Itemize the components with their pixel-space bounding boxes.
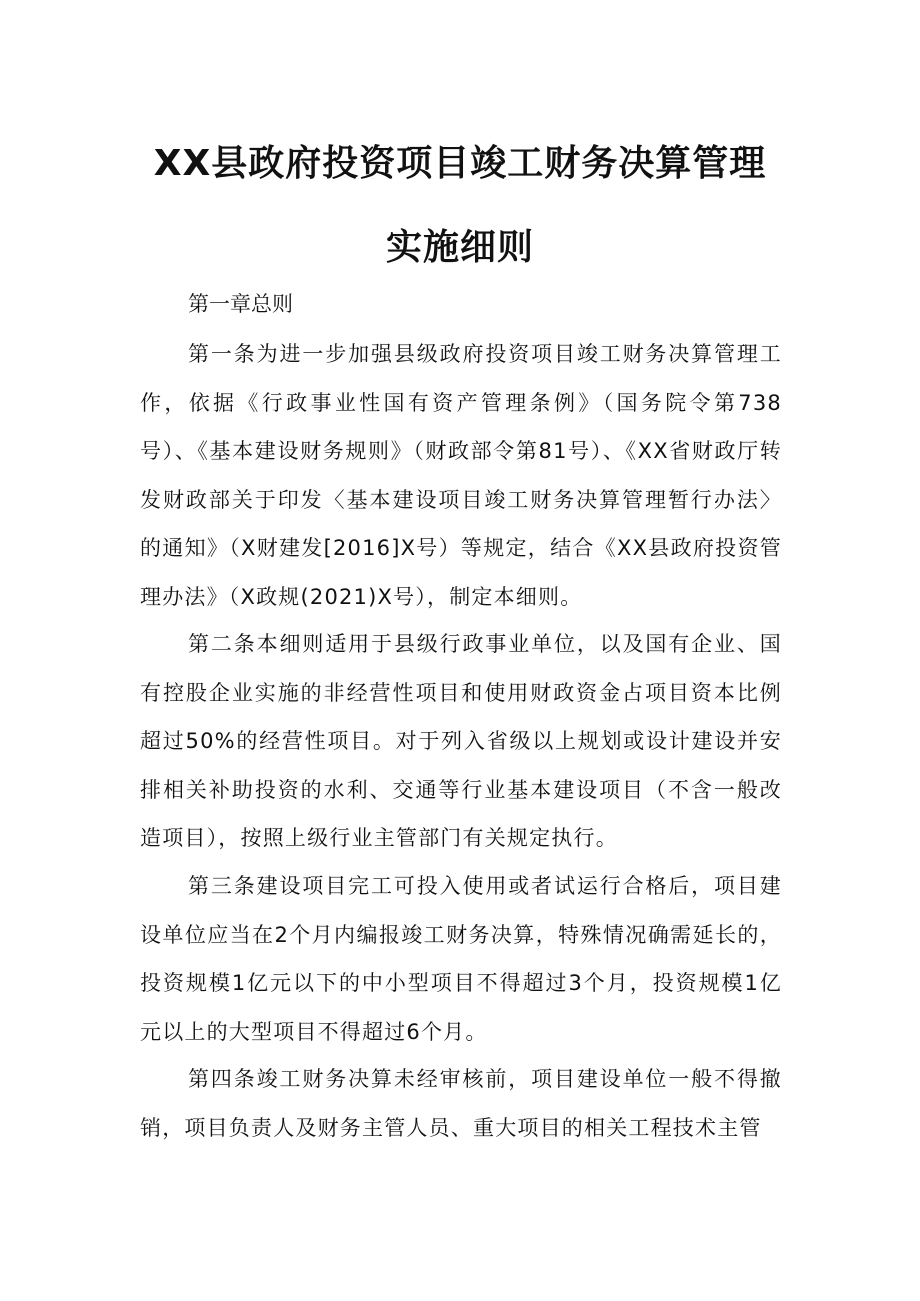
document-title-line-1: XX县政府投资项目竣工财务决算管理 [153, 143, 767, 184]
article-2-paragraph: 第二条本细则适用于县级行政事业单位，以及国有企业、国有控股企业实施的非经营性项目和使用财政资金占项目资本比例超过50%的经营性项目。对于列入省级以上规划或设计建设并安排相关补助投资的水利、交通等行业基本建设项目（不含一般改造项目），按照上级行业主管部门有关规定执行。 [140, 632, 782, 850]
article-4-paragraph: 第四条竣工财务决算未经审核前，项目建设单位一般不得撤销，项目负责人及财务主管人员、重大项目的相关工程技术主管 [140, 1067, 782, 1140]
article-1-paragraph: 第一条为进一步加强县级政府投资项目竣工财务决算管理工作，依据《行政事业性国有资产管理条例》（国务院令第738号）、《基本建设财务规则》（财政部令第81号）、《XX省财政厅转发财政部关于印发〈基本建设项目竣工财务决算管理暂行办法〉的通知》（X财建发[2016]X号）等规定，结合《XX县政府投资管理办法》（X政规(2021)X号），制定本细则。 [140, 342, 782, 609]
document-title-line-2: 实施细则 [385, 227, 534, 268]
chapter-heading: 第一章总则 [188, 292, 293, 316]
article-3-paragraph: 第三条建设项目完工可投入使用或者试运行合格后，项目建设单位应当在2个月内编报竣工财务决算，特殊情况确需延长的，投资规模1亿元以下的中小型项目不得超过3个月，投资规模1亿元以上的大型项目不得超过6个月。 [140, 874, 782, 1044]
